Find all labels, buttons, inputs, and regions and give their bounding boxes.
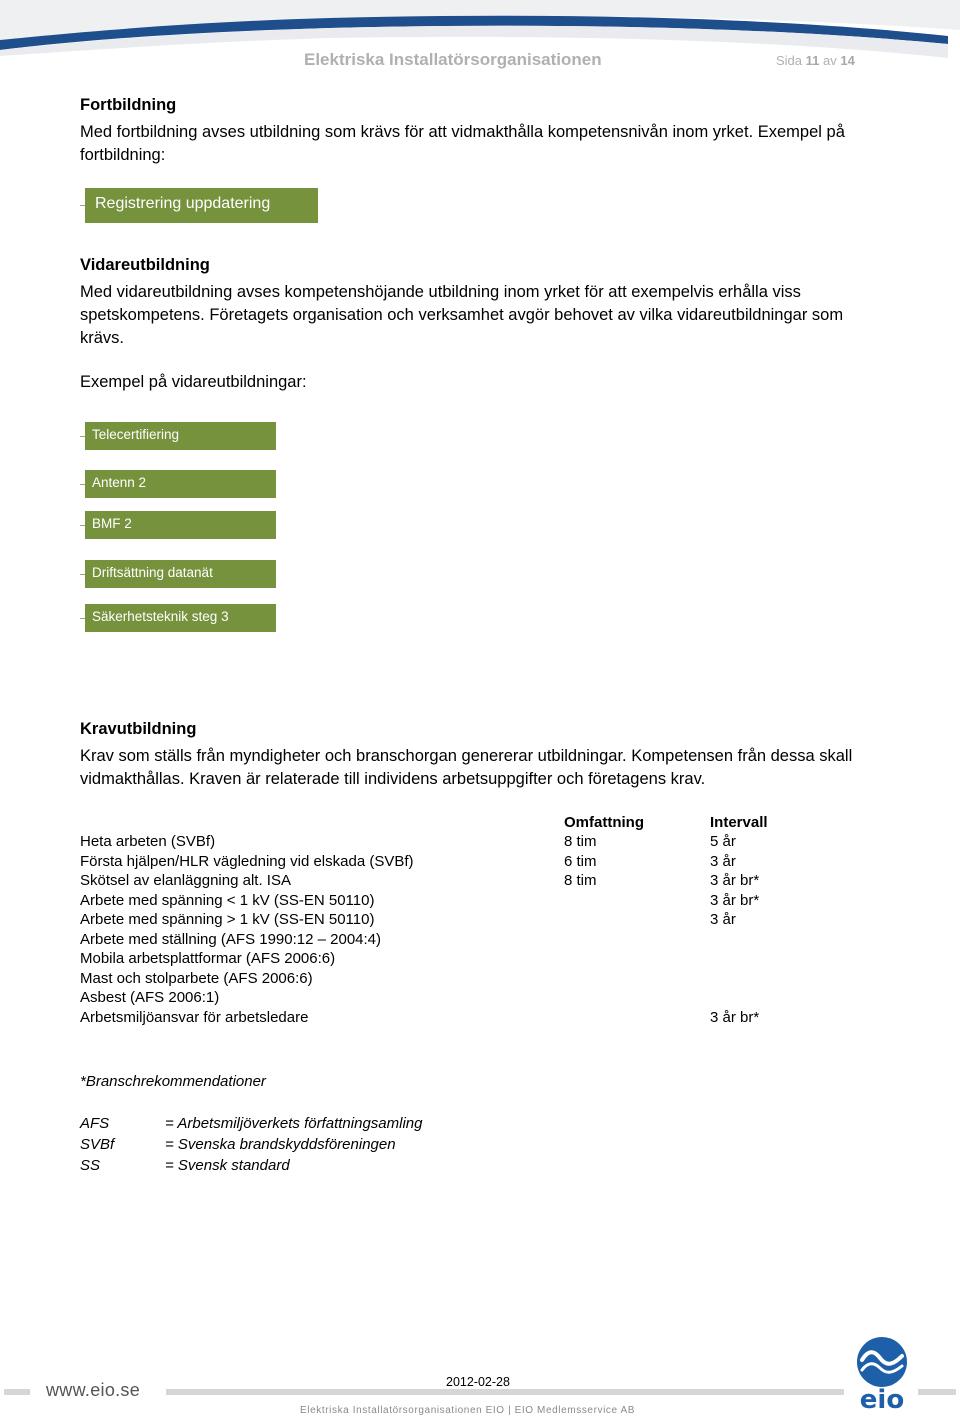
table-row (80, 872, 840, 892)
row-omfattning: 6 tim (564, 852, 597, 870)
row-name: Arbetsmiljöansvar för arbetsledare (80, 1008, 309, 1026)
table-row (80, 931, 840, 951)
row-name: Arbete med ställning (AFS 1990:12 – 2004:4) (80, 930, 382, 948)
footer-divider (166, 1389, 844, 1395)
fortbildning-text: Med fortbildning avses utbildning som krävs för att vidmakthålla kompetensnivån inom yrket. Exempel på fortbildning: (80, 123, 845, 164)
example-tag-bmf: BMF 2 (85, 511, 276, 539)
example-tag-driftsattning: Driftsättning datanät (85, 560, 276, 588)
footer-legal-text: Elektriska Installatörsorganisationen EIO | EIO Medlemsservice AB (300, 1405, 636, 1416)
row-name: Första hjälpen/HLR vägledning vid elskada (SVBf) (80, 852, 414, 870)
example-tag-registrering: Registrering uppdatering (85, 188, 318, 223)
example-tag-sakerhetsteknik: Säkerhetsteknik steg 3 (85, 604, 276, 632)
kravutbildning-text: Krav som ställs från myndigheter och branschorgan genererar utbildningar. Kompetensen från dessa skall vidmakthållas. Kraven är relaterade till individens arbetsuppgifter och företagens krav. (80, 747, 853, 788)
column-header-omfattning: Omfattning (564, 814, 644, 831)
row-name: Asbest (AFS 2006:1) (80, 989, 220, 1006)
abbreviation: AFS (80, 1115, 110, 1132)
abbreviation: SS (80, 1157, 101, 1174)
header-page-number: Sida 11 av 14 (776, 53, 855, 68)
abbreviation-meaning: = Arbetsmiljöverkets författningsamling (165, 1115, 423, 1132)
footer-divider (4, 1389, 30, 1395)
row-name: Skötsel av elanläggning alt. ISA (80, 872, 291, 889)
eio-logo-text: eio (859, 1385, 905, 1412)
table-row (80, 911, 840, 931)
row-intervall: 3 år (710, 852, 736, 870)
table-row (80, 853, 840, 873)
row-intervall: 3 år (710, 911, 736, 928)
row-name: Heta arbeten (SVBf) (80, 833, 216, 850)
footer-date: 2012-02-28 (446, 1375, 510, 1389)
vidareutbildning-text: Med vidareutbildning avses kompetenshöjande utbildning inom yrket för att exempelvis erhålla viss spetskompetens. Företagets organisation och verksamhet avgör behovet av vilka vidareutbildningar som krävs. (80, 283, 844, 347)
footer-website-link[interactable]: www.eio.se (46, 1380, 141, 1400)
column-header-intervall: Intervall (710, 814, 768, 831)
kravutbildning-heading: Kravutbildning (80, 720, 197, 738)
abbreviation-row (80, 1136, 580, 1157)
header-org-name: Elektriska Installatörsorganisationen (304, 50, 602, 69)
row-intervall: 3 år br* (710, 1008, 760, 1026)
row-intervall: 3 år br* (710, 891, 760, 909)
row-omfattning: 8 tim (564, 872, 597, 889)
row-name: Arbete med spänning > 1 kV (SS-EN 50110) (80, 911, 375, 928)
row-name: Mast och stolparbete (AFS 2006:6) (80, 969, 313, 987)
example-tag-antenn: Antenn 2 (85, 470, 276, 498)
row-name: Arbete med spänning < 1 kV (SS-EN 50110) (80, 891, 375, 909)
fortbildning-heading: Fortbildning (80, 96, 177, 114)
abbreviation-meaning: = Svensk standard (165, 1157, 290, 1174)
row-omfattning: 8 tim (564, 833, 597, 850)
row-intervall: 5 år (710, 833, 736, 850)
table-row (80, 833, 840, 853)
vidareutbildning-heading: Vidareutbildning (80, 256, 210, 274)
table-row (80, 950, 840, 970)
abbreviation-meaning: = Svenska brandskyddsföreningen (165, 1136, 396, 1153)
vidareutbildning-examples-label: Exempel på vidareutbildningar: (80, 373, 307, 391)
table-row (80, 1009, 840, 1029)
table-row (80, 989, 840, 1009)
abbreviation: SVBf (80, 1136, 115, 1153)
abbreviation-row (80, 1157, 580, 1178)
row-name: Mobila arbetsplattformar (AFS 2006:6) (80, 950, 336, 967)
footnote-branschrekommendationer: *Branschrekommendationer (80, 1073, 266, 1090)
row-intervall: 3 år br* (710, 872, 760, 889)
abbreviation-row (80, 1115, 580, 1136)
table-row (80, 970, 840, 990)
footer-divider (918, 1389, 956, 1395)
eio-logo (852, 1336, 912, 1412)
example-tag-telecertifiering: Telecertifiering (85, 422, 276, 450)
table-row (80, 892, 840, 912)
